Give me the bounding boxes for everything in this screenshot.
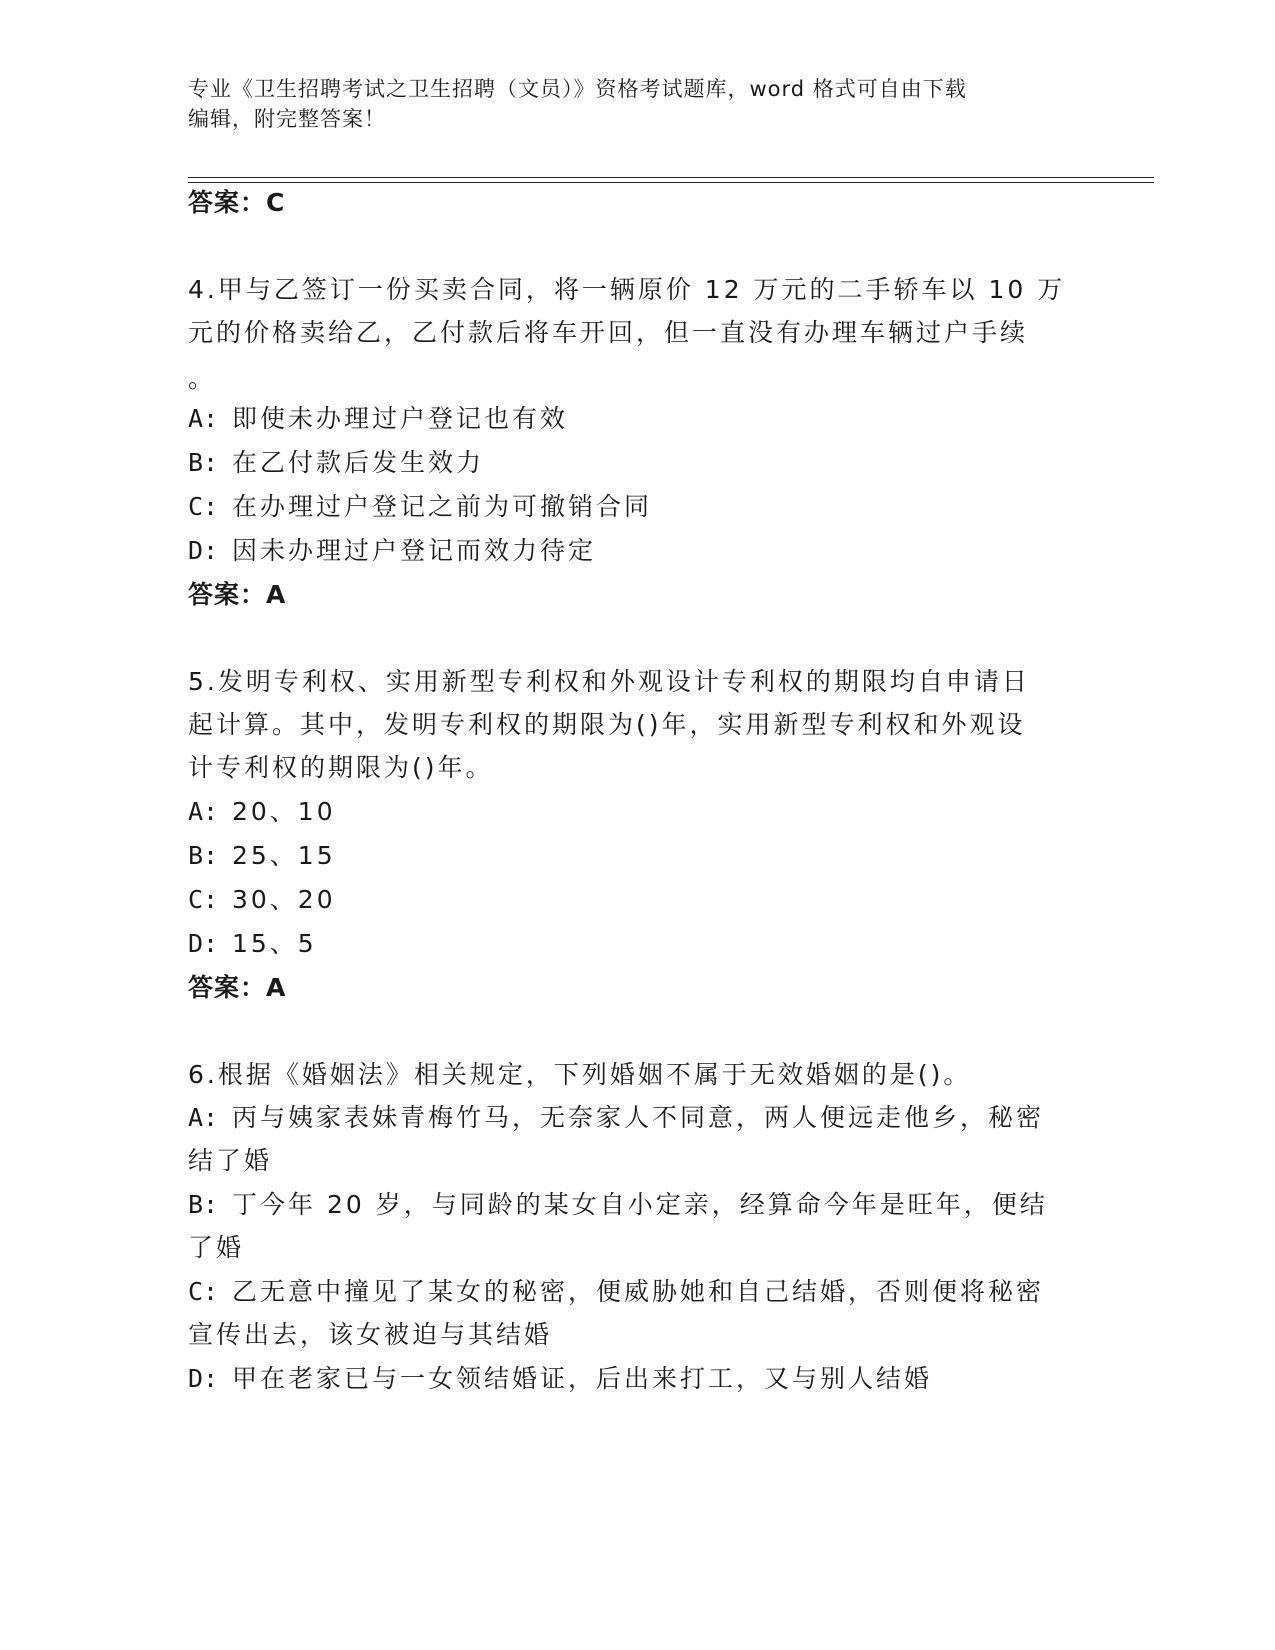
question-6-option-d [188, 1362, 932, 1396]
question-5-option-c [188, 883, 336, 917]
question-4-option-b [188, 446, 484, 480]
question-5-option-a [188, 795, 336, 829]
option-key: A: [188, 797, 219, 826]
question-4-option-c [188, 490, 652, 524]
option-text: 15、5 [232, 929, 317, 958]
question-4-stem-line-3: 。 [188, 364, 217, 393]
question-6-option-c-cont: 宣传出去，该女被迫与其结婚 [188, 1320, 553, 1349]
option-text: 因未办理过户登记而效力待定 [232, 536, 597, 565]
option-key: A: [188, 404, 219, 433]
question-6-option-a-cont: 结了婚 [188, 1146, 273, 1175]
option-key: A: [188, 1103, 219, 1132]
question-5-option-d [188, 927, 317, 961]
document-header: 专业《卫生招聘考试之卫生招聘（文员）》资格考试题库，word 格式可自由下载 编辑，附完整答案！ [188, 77, 967, 131]
question-6-stem-line-1: 6.根据《婚姻法》相关规定，下列婚姻不属于无效婚姻的是()。 [188, 1060, 972, 1089]
option-key: B: [188, 1190, 219, 1219]
question-5-stem-line-3: 计专利权的期限为()年。 [188, 753, 494, 782]
question-4-stem-line-2: 元的价格卖给乙，乙付款后将车开回，但一直没有办理车辆过户手续 [188, 318, 1029, 347]
option-key: C: [188, 1277, 219, 1306]
option-text: 丁今年 20 岁，与同龄的某女自小定亲，经算命今年是旺年，便结 [232, 1190, 1048, 1219]
option-text: 25、15 [232, 841, 336, 870]
question-6-option-c [188, 1275, 1044, 1309]
question-5-answer: 答案：A [188, 973, 287, 1002]
header-rule-bottom [188, 182, 1154, 183]
option-text: 乙无意中撞见了某女的秘密，便威胁她和自己结婚，否则便将秘密 [232, 1277, 1045, 1306]
question-4-answer: 答案：A [188, 580, 287, 609]
option-text: 即使未办理过户登记也有效 [232, 404, 569, 433]
previous-answer: 答案：C [188, 188, 286, 217]
question-4-option-d [188, 534, 596, 568]
option-key: D: [188, 536, 219, 565]
option-key: D: [188, 1364, 219, 1393]
question-4-stem-line-1: 4.甲与乙签订一份买卖合同，将一辆原价 12 万元的二手轿车以 10 万 [188, 275, 1066, 304]
option-text: 在乙付款后发生效力 [232, 448, 485, 477]
option-text: 20、10 [232, 797, 336, 826]
question-5-stem-line-1: 5.发明专利权、实用新型专利权和外观设计专利权的期限均自申请日 [188, 667, 1030, 696]
option-key: C: [188, 885, 219, 914]
question-6-option-b-cont: 了婚 [188, 1233, 245, 1262]
question-4-option-a [188, 402, 568, 436]
question-5-stem-line-2: 起计算。其中，发明专利权的期限为()年，实用新型专利权和外观设 [188, 710, 1026, 739]
question-5-option-b [188, 839, 336, 873]
option-key: D: [188, 929, 219, 958]
question-6-option-a [188, 1101, 1044, 1135]
option-text: 在办理过户登记之前为可撤销合同 [232, 492, 653, 521]
question-6-option-b [188, 1188, 1048, 1222]
option-key: C: [188, 492, 219, 521]
option-key: B: [188, 841, 219, 870]
option-key: B: [188, 448, 219, 477]
header-rule-top [188, 177, 1154, 178]
option-text: 丙与姨家表妹青梅竹马，无奈家人不同意，两人便远走他乡，秘密 [232, 1103, 1045, 1132]
option-text: 甲在老家已与一女领结婚证，后出来打工，又与别人结婚 [232, 1364, 933, 1393]
option-text: 30、20 [232, 885, 336, 914]
